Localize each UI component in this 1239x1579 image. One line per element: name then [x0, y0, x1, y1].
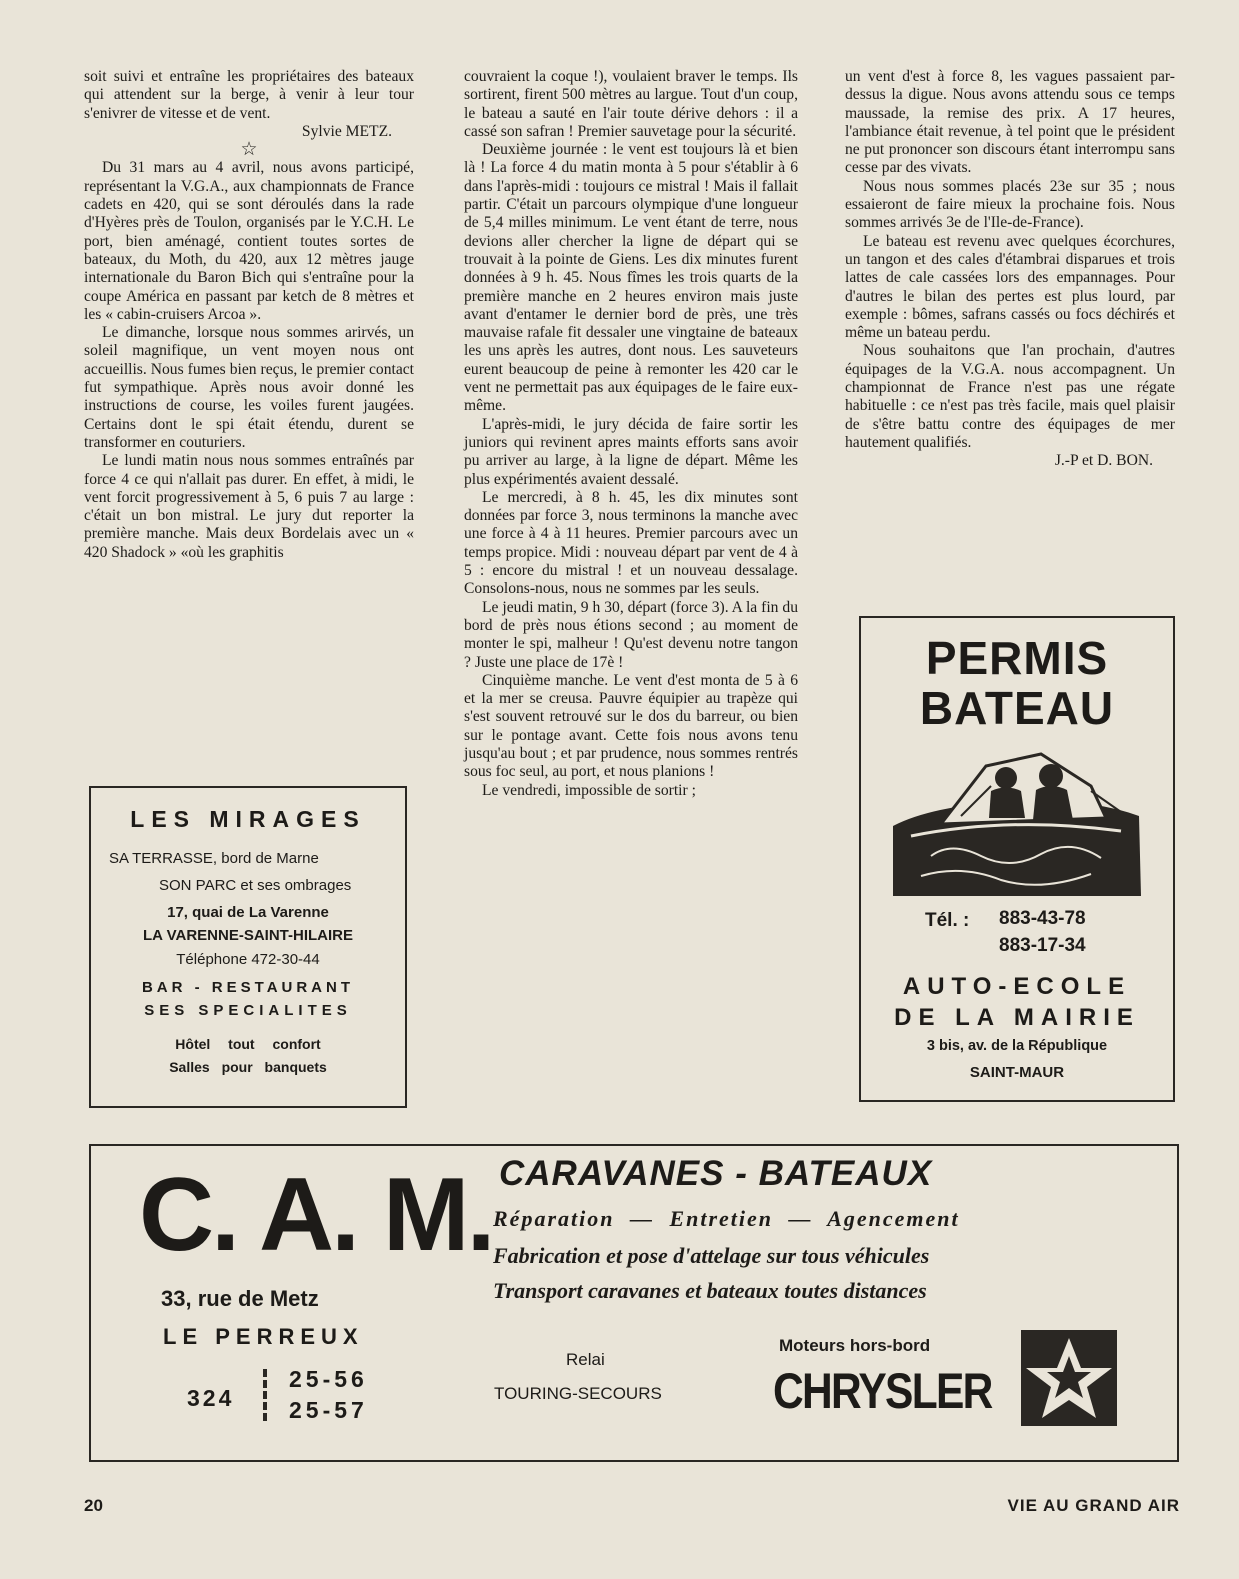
cam-phone-prefix: 324: [187, 1385, 235, 1411]
cam-logo: C. A. M.: [139, 1157, 493, 1273]
paragraph: couvraient la coque !), voulaient braver le temps. Ils sortirent, firent 500 mètres au largue. Tout d'un coup, le bateau a sauté en l'air toute dérive dehors : il a cassé son safran ! Premier sauvetage pour la sécurité.: [464, 68, 798, 140]
paragraph: L'après-midi, le jury décida de faire sortir les juniors qui revinent apres maints efforts sans avoir pu arriver au large, à la ligne de départ. Même les plus expérimentés avaient dessalé.: [464, 415, 798, 488]
cam-town: LE PERREUX: [163, 1324, 364, 1349]
cam-relai: Relai: [566, 1350, 605, 1369]
speedboat-illustration-icon: [891, 746, 1143, 900]
article-column-2: [464, 68, 798, 800]
paragraph: Le vendredi, impossible de sortir ;: [482, 781, 696, 799]
cam-fabrication: Fabrication et pose d'attelage sur tous véhicules: [493, 1243, 930, 1268]
ad-address: 3 bis, av. de la République: [926, 1038, 1108, 1054]
ad-line: SON PARC et ses ombrages: [159, 877, 352, 894]
ad-phone: 883-43-78: [999, 908, 1086, 929]
paragraph: Nous souhaitons que l'an prochain, d'autres équipages de la V.G.A. nous accompagnent. Un championnat de France n'est pas une régate habituelle : ce n'est pas très facile, mais quel plaisir de s'être battu contre des équipages de mer hautement qualifiés.: [845, 342, 1175, 451]
page-number: 20: [84, 1496, 103, 1515]
cam-moteurs: Moteurs hors-bord: [779, 1336, 931, 1355]
paragraph: Nous nous sommes placés 23e sur 35 ; nous essaieront de faire mieux la prochaine fois. Nous sommes arrivés 3e de l'Ile-de-France).: [845, 177, 1175, 232]
ad-title: PERMIS: [925, 632, 1109, 684]
star-separator-icon: ☆: [240, 139, 258, 161]
ad-line: Hôtel tout confort: [175, 1036, 321, 1052]
ad-line: Salles pour banquets: [169, 1059, 327, 1075]
ad-line: SA TERRASSE, bord de Marne: [109, 850, 319, 867]
ad-line: LA VARENNE-SAINT-HILAIRE: [143, 927, 353, 944]
ad-line: 17, quai de La Varenne: [167, 904, 329, 921]
cam-headline: CARAVANES - BATEAUX: [499, 1154, 933, 1193]
cam-phone: 25-56: [289, 1366, 368, 1392]
paragraph: Deuxième journée : le vent est toujours là et bien là ! La force 4 du matin monta à 5 pour s'établir à 6 dans l'après-midi : toujours ce mistral ! Mais il fallait partir. C'était un parcours olympique d'une longueur de 5,4 milles minimum. Le vent étant de terre, nous devions aller chercher la ligne de départ qui se trouvait à la pointe de Giens. Les dix minutes furent données à 9 h. 45. Nous fîmes les trois quarts de la première manche en 2 heures environ mais juste avant d'entamer le dernier bord de près, une très mauvaise rafale fit dessaler une vingtaine de bateaux les uns après les autres, dont nous. Les sauveteurs eurent beaucoup de peine à remonter les 420 car le vent ne permettait pas aux équipages de le faire eux-même.: [464, 141, 798, 415]
ad-phone: 883-17-34: [999, 935, 1086, 956]
cam-street: 33, rue de Metz: [161, 1286, 319, 1311]
paragraph: Le mercredi, à 8 h. 45, les dix minutes sont données par force 3, nous terminons la manche avec une force à 4 à 11 heures. Premier parcours avec un temps propice. Midi : nouveau départ par vent de 4 à 5 : encore du mistral ! et un nouveau dessalage. Consolons-nous, nous ne sommes par les seuls.: [464, 488, 798, 598]
paragraph: Cinquième manche. Le vent d'est monta de 5 à 6 et la mer se creusa. Pauvre équipier au trapèze qui s'est souvent retrouvé sur le dos du barreur, ou bien sur le pontage avant. Cette fois nous avons tenu jusqu'au bout ; et par prudence, nous sommes rentrés sous foc seul, au port, et nous planions !: [464, 671, 798, 781]
paragraph: Du 31 mars au 4 avril, nous avons participé, représentant la V.G.A., aux championnats de France cadets en 420, qui se sont déroulés dans la rade d'Hyères près de Toulon, organisés par le Y.C.H. Le port, bien aménagé, contient toutes sortes de bateaux, du Moth, du 420, aux 12 mètres jauge internationale du Baron Bich qui s'entraîne pour la coupe América en passant par ketch de 8 mètres et les « cabin-cruisers Arcoa ».: [84, 159, 414, 323]
paragraph: Le dimanche, lorsque nous sommes arirvés, un soleil magnifique, un vent moyen nous ont accueillis. Nous fumes bien reçus, le premier contact fut sympathique. Après nous avoir donné les instructions de course, les voiles furent jaugées. Certains dont le spi était étendu, durent se transformer en couturiers.: [84, 324, 414, 451]
signature-sylvie-metz: Sylvie METZ.: [301, 122, 392, 140]
paragraph: un vent d'est à force 8, les vagues passaient par-dessus la digue. Nous avons attendu sous ce temps maussade, la remise des prix. A 17 heures, l'ambiance était revenue, à tel point que le président ne put prononcer son discours étant interrompu sans cesse par des vivats.: [845, 68, 1175, 177]
ad-school-name: AUTO-ECOLE: [902, 973, 1132, 1000]
article-column-3: [845, 68, 1175, 471]
cam-services: Réparation — Entretien — Agencement: [493, 1206, 960, 1231]
signature-jp-d-bon: J.-P et D. BON.: [1054, 452, 1153, 470]
paragraph: Le lundi matin nous nous sommes entraînés par force 4 ce qui n'allait pas durer. En effet, à midi, le vent forcit progressivement à 5, 6 puis 7 au large : c'était un bon mistral. Le jury dut reporter la première manche. Mais deux Bordelais avec un « 420 Shadock » «où les graphitis: [84, 452, 414, 561]
paragraph: Le bateau est revenu avec quelques écorchures, un tangon et des cales d'étambrai disparues et trois lattes de cale cassées lors des empannages. Pour d'autres le bilan des pertes est plus lourd, par exemple : bômes, safrans cassés ou focs déchirés et même un bateau perdu.: [845, 232, 1175, 342]
ad-title: LES MIRAGES: [130, 806, 366, 832]
ad-cam: [89, 1144, 1179, 1462]
chrysler-pentastar-logo-icon: [1021, 1330, 1117, 1426]
ad-permis-bateau: [859, 616, 1175, 1102]
ad-title: BATEAU: [919, 682, 1115, 734]
ad-city: SAINT-MAUR: [969, 1064, 1065, 1081]
ad-line: SES SPECIALITES: [144, 1002, 352, 1019]
ad-line: BAR - RESTAURANT: [141, 979, 355, 996]
magazine-title: VIE AU GRAND AIR: [1007, 1496, 1180, 1515]
cam-phone: 25-57: [289, 1397, 368, 1423]
cam-brand: CHRYSLER: [773, 1363, 992, 1419]
phone-bracket-icon: [263, 1369, 273, 1421]
ad-phone-label: Tél. :: [925, 910, 970, 931]
paragraph: Le jeudi matin, 9 h 30, départ (force 3). A la fin du bord de près nous étions second ; au moment de monter le spi, malheur ! Qu'est devenu notre tangon ? Juste une place de 17è !: [464, 598, 798, 671]
ad-les-mirages: [89, 786, 407, 1108]
ad-school-name: DE LA MAIRIE: [894, 1004, 1140, 1031]
article-column-1: [84, 68, 414, 562]
cam-touring: TOURING-SECOURS: [494, 1384, 662, 1403]
paragraph: soit suivi et entraîne les propriétaires des bateaux qui attendent sur la berge, à venir à leur tour s'enivrer de vitesse et de vent.: [84, 68, 414, 122]
ad-phone: Téléphone 472-30-44: [176, 951, 320, 968]
cam-transport: Transport caravanes et bateaux toutes distances: [493, 1278, 927, 1303]
